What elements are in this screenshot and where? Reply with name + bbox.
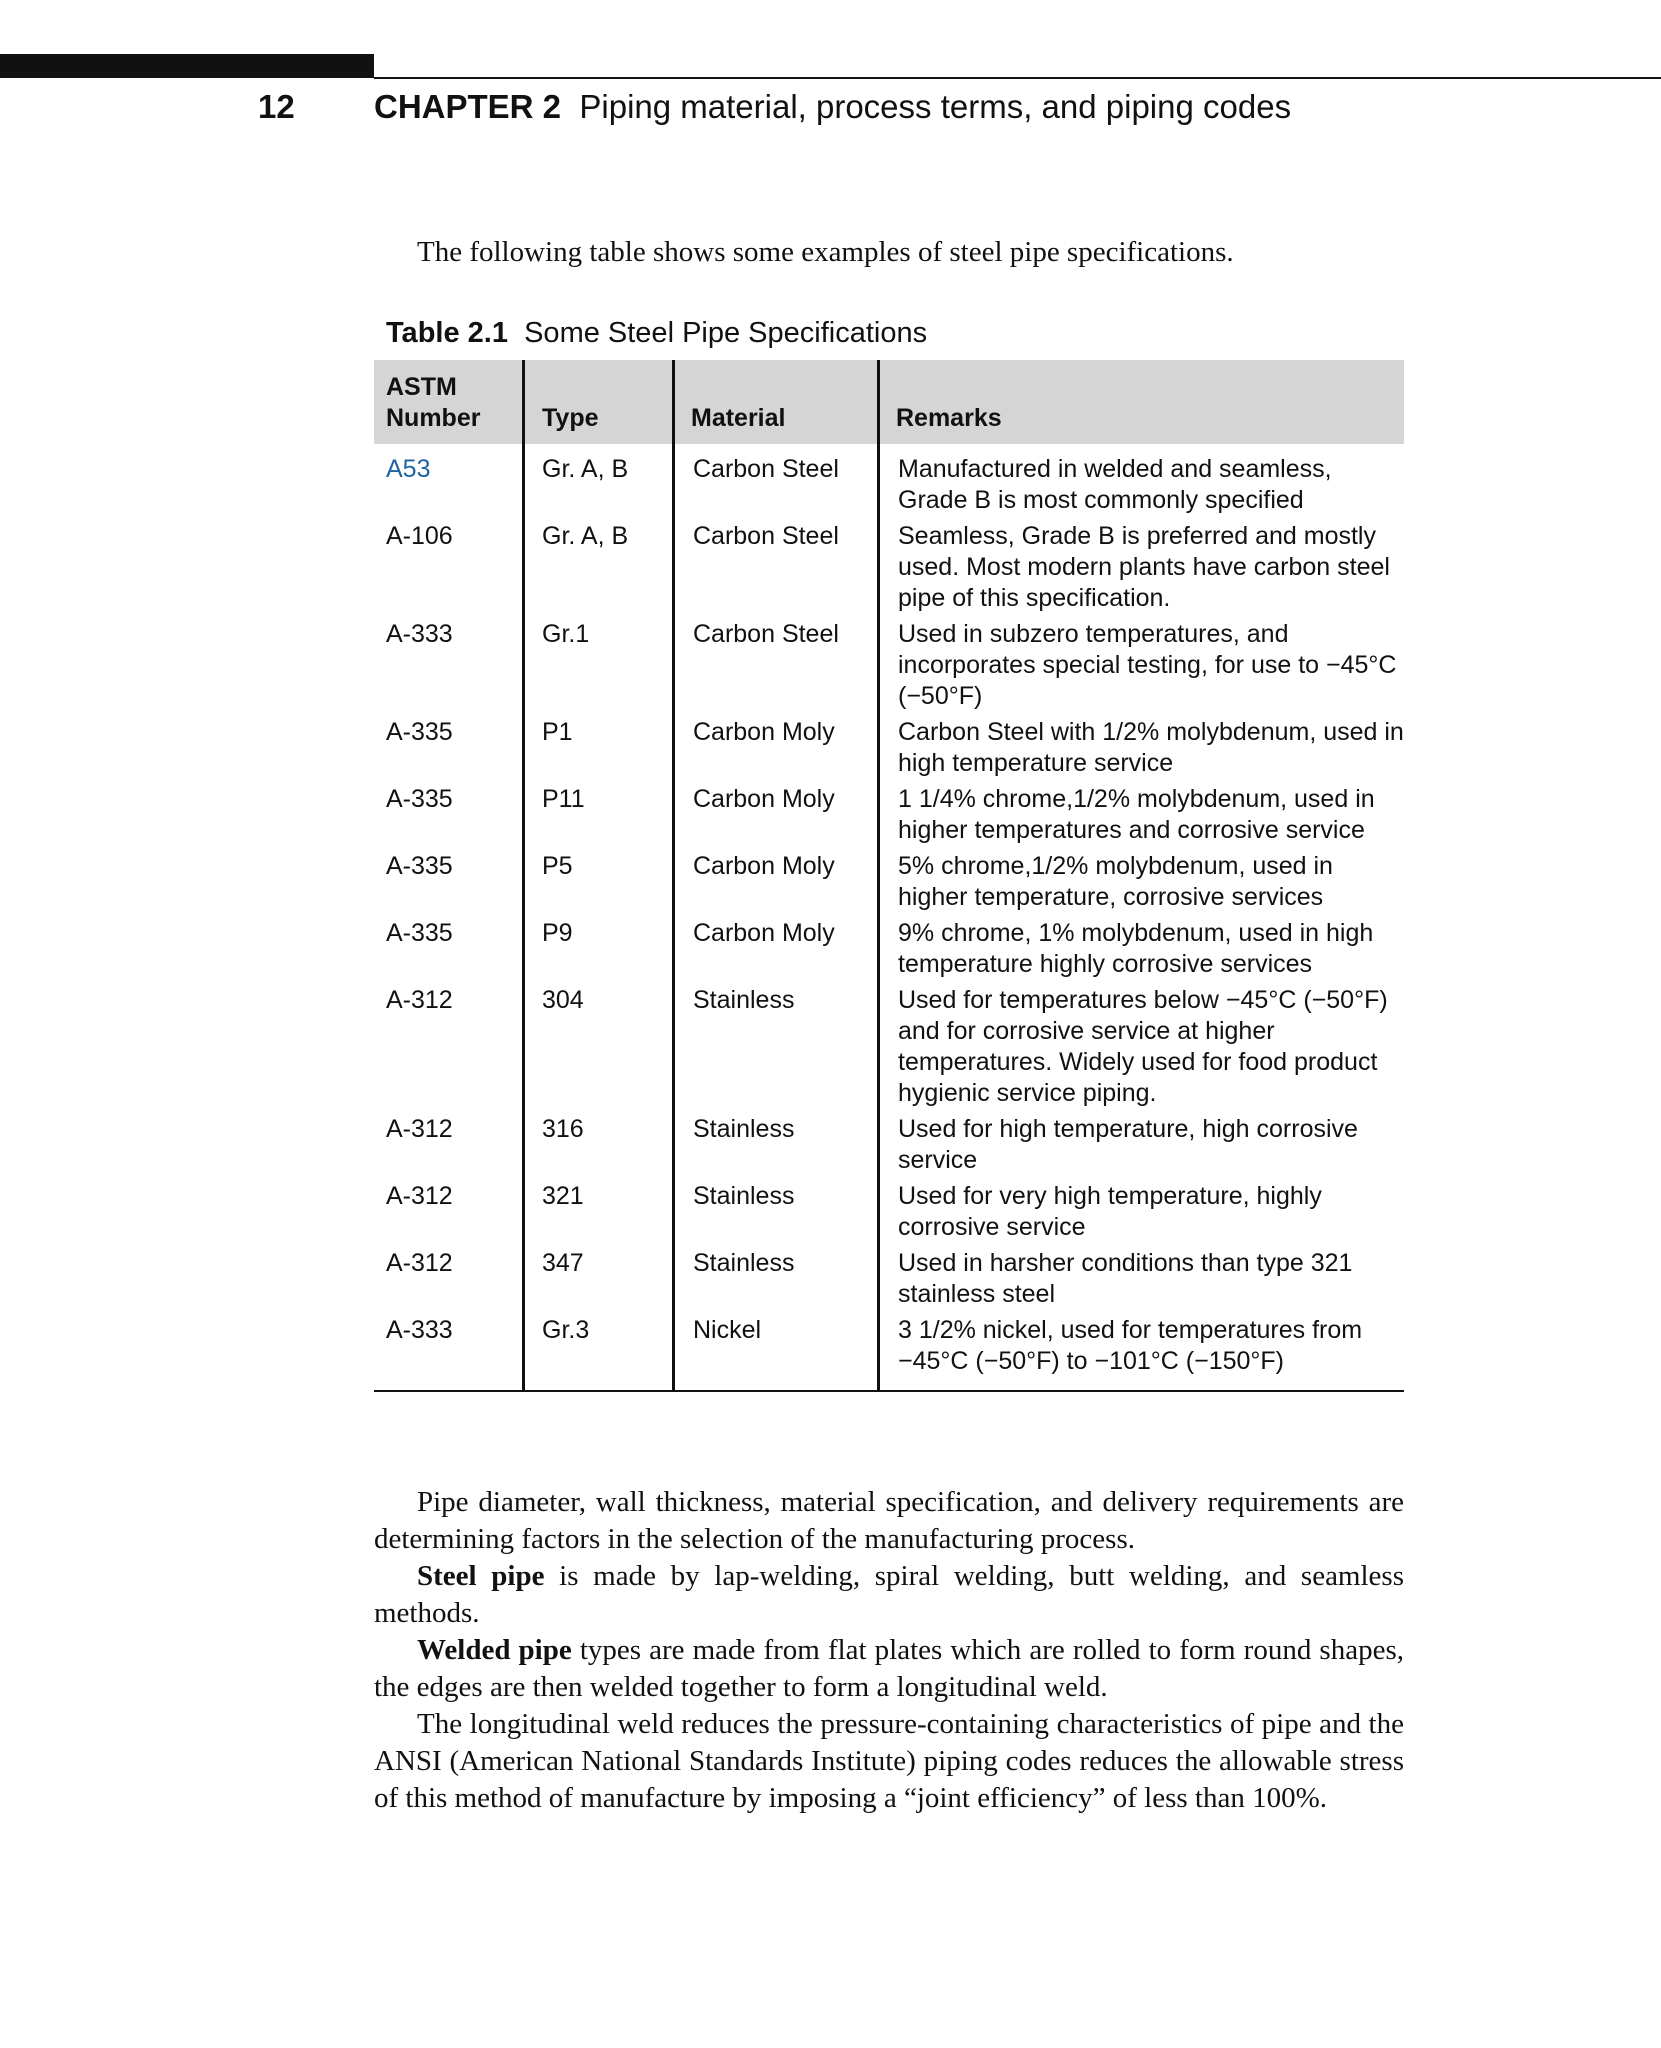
astm-cell: A-312 (386, 1115, 453, 1143)
astm-cell: A-312 (386, 986, 453, 1014)
intro-sentence: The following table shows some examples of steel pipe specifications. (417, 236, 1234, 268)
body-text (374, 1484, 1404, 1817)
table-row (374, 1181, 1404, 1248)
table-body (374, 444, 1404, 1390)
astm-cell: A-335 (386, 919, 453, 947)
type-cell: Gr. A, B (542, 455, 629, 483)
material-cell: Carbon Moly (693, 852, 835, 880)
astm-cell: A-312 (386, 1249, 453, 1277)
remarks-cell: Used in harsher conditions than type 321 stainless steel (898, 1249, 1353, 1308)
table-row (374, 717, 1404, 784)
remarks-cell: Seamless, Grade B is preferred and mostly used. Most modern plants have carbon steel pipe of this specification. (898, 522, 1390, 612)
table-header (374, 360, 1404, 444)
header-remarks: Remarks (896, 404, 1002, 432)
header-type: Type (542, 404, 599, 432)
spec-table (374, 360, 1404, 1392)
remarks-cell: 1 1/4% chrome,1/2% molybdenum, used in higher temperatures and corrosive service (898, 785, 1375, 844)
table-row (374, 784, 1404, 851)
header-rule (374, 77, 1661, 79)
paragraph (374, 1558, 1404, 1632)
type-cell: Gr.1 (542, 620, 590, 648)
type-cell: 321 (542, 1182, 584, 1210)
paragraph-text: is made by lap-welding, spiral welding, butt welding, and seamless methods. (374, 1560, 1404, 1629)
type-cell: P11 (542, 785, 585, 813)
table-row (374, 985, 1404, 1114)
remarks-cell: 3 1/2% nickel, used for temperatures from −45°C (−50°F) to −101°C (−150°F) (898, 1316, 1363, 1375)
material-cell: Carbon Moly (693, 785, 835, 813)
table-row (374, 1114, 1404, 1181)
astm-cell: A-335 (386, 785, 453, 813)
type-cell: P1 (542, 718, 573, 746)
table-row (374, 521, 1404, 619)
astm-cell: A-312 (386, 1182, 453, 1210)
material-cell: Stainless (693, 1182, 795, 1210)
type-cell: Gr.3 (542, 1316, 590, 1344)
astm-cell: A-335 (386, 718, 453, 746)
material-cell: Nickel (693, 1316, 762, 1344)
astm-cell: A-335 (386, 852, 453, 880)
header-astm-number: ASTM Number (386, 373, 481, 432)
header-bar (0, 54, 374, 78)
remarks-cell: Used for high temperature, high corrosive service (898, 1115, 1358, 1174)
type-cell: P9 (542, 919, 573, 947)
chapter-label: CHAPTER 2 (374, 88, 562, 125)
material-cell: Carbon Steel (693, 620, 839, 648)
remarks-cell: 9% chrome, 1% molybdenum, used in high temperature highly corrosive services (898, 919, 1374, 978)
type-cell: 316 (542, 1115, 584, 1143)
astm-cell: A-106 (386, 522, 453, 550)
remarks-cell: 5% chrome,1/2% molybdenum, used in higher temperature, corrosive services (898, 852, 1333, 911)
table-row (374, 851, 1404, 918)
table-caption (386, 317, 927, 350)
header-material: Material (691, 404, 786, 432)
table-title: Some Steel Pipe Specifications (524, 317, 928, 349)
running-header (374, 88, 1291, 126)
table-row (374, 454, 1404, 521)
remarks-cell: Used for very high temperature, highly corrosive service (898, 1182, 1322, 1241)
remarks-cell: Used for temperatures below −45°C (−50°F) and for corrosive service at higher temperatures. Widely used for food product hygienic service piping. (898, 986, 1388, 1107)
material-cell: Carbon Moly (693, 919, 835, 947)
paragraph: Pipe diameter, wall thickness, material specification, and delivery requirements are determining factors in the selection of the manufacturing process. (374, 1486, 1404, 1555)
remarks-cell: Carbon Steel with 1/2% molybdenum, used in high temperature service (898, 718, 1404, 777)
type-cell: P5 (542, 852, 573, 880)
column-divider (672, 360, 675, 444)
astm-cell: A-333 (386, 620, 453, 648)
type-cell: 347 (542, 1249, 584, 1277)
chapter-title: Piping material, process terms, and piping codes (579, 88, 1292, 125)
type-cell: 304 (542, 986, 584, 1014)
material-cell: Stainless (693, 986, 795, 1014)
table-number: Table 2.1 (386, 317, 508, 349)
table-row (374, 619, 1404, 717)
remarks-cell: Manufactured in welded and seamless, Grade B is most commonly specified (898, 455, 1332, 514)
paragraph: The longitudinal weld reduces the pressure-containing characteristics of pipe and the ANSI (American National Standards Institute) piping codes reduces the allowable stress of this method of manufacture by imposing a “joint efficiency” of less than 100%. (374, 1708, 1404, 1814)
bold-term: Welded pipe (417, 1634, 572, 1666)
paragraph (374, 1632, 1404, 1706)
table-bottom-rule (374, 1390, 1404, 1392)
column-divider (877, 360, 880, 444)
paragraph-text: types are made from flat plates which are rolled to form round shapes, the edges are then welded together to form a longitudinal weld. (374, 1634, 1404, 1703)
bold-term: Steel pipe (417, 1560, 545, 1592)
material-cell: Stainless (693, 1115, 795, 1143)
material-cell: Carbon Steel (693, 455, 839, 483)
astm-cell: A-333 (386, 1316, 453, 1344)
type-cell: Gr. A, B (542, 522, 629, 550)
material-cell: Carbon Moly (693, 718, 835, 746)
table-row (374, 1315, 1404, 1382)
astm-link[interactable]: A53 (386, 455, 431, 483)
remarks-cell: Used in subzero temperatures, and incorporates special testing, for use to −45°C (−50°F) (898, 620, 1397, 710)
material-cell: Stainless (693, 1249, 795, 1277)
table-row (374, 918, 1404, 985)
page-number: 12 (258, 88, 295, 125)
column-divider (522, 360, 525, 444)
table-row (374, 1248, 1404, 1315)
material-cell: Carbon Steel (693, 522, 839, 550)
